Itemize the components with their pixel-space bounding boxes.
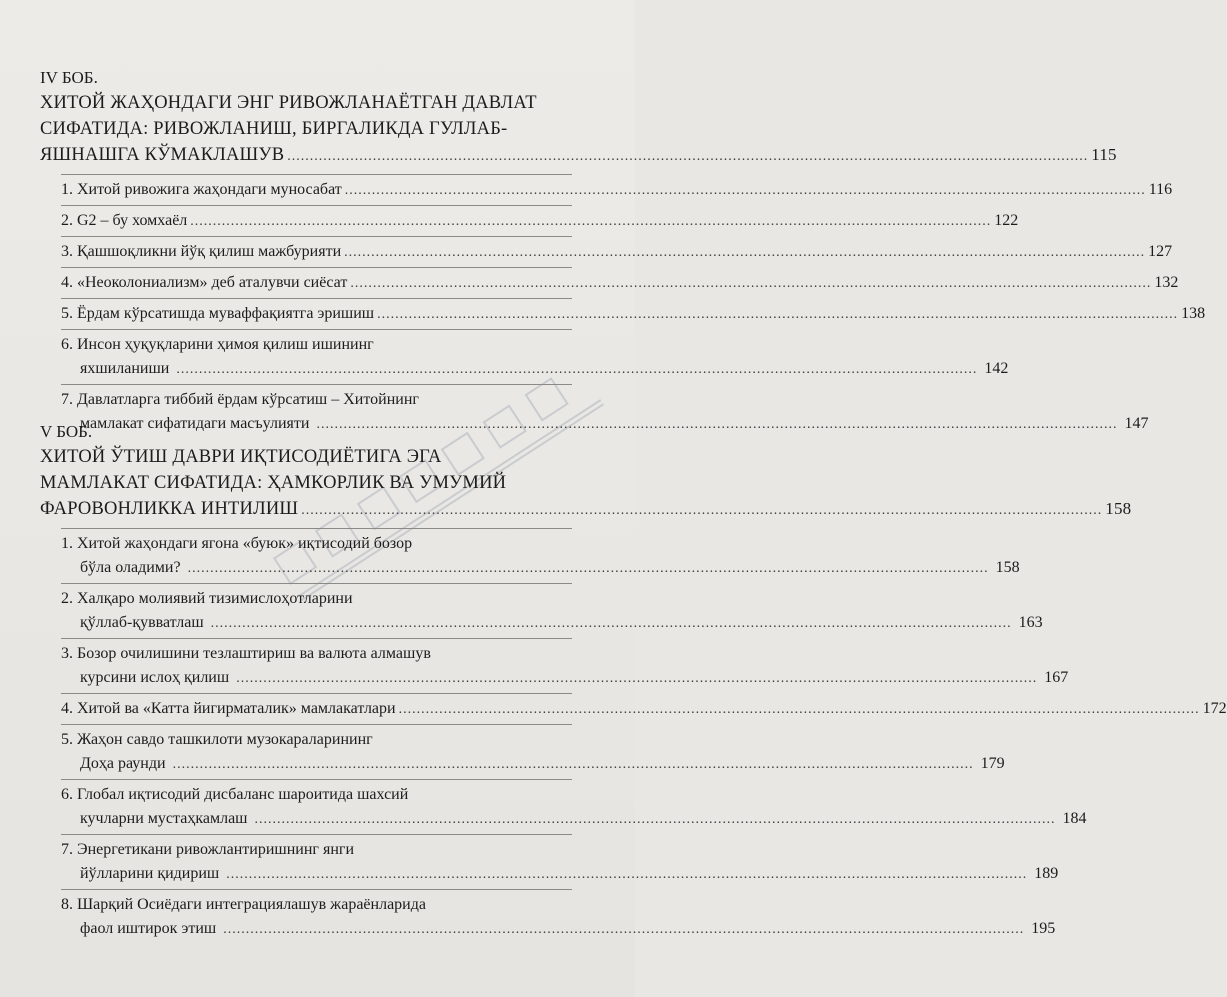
leader-dots bbox=[190, 210, 991, 234]
entry-text: 6. Инсон ҳуқуқларини ҳимоя қилиш ишининг bbox=[61, 336, 374, 353]
toc-entry bbox=[61, 638, 1069, 693]
page-number: 138 bbox=[1181, 305, 1206, 322]
toc-entry bbox=[61, 174, 1173, 205]
entry-text-continued: қўллаб-қувватлаш bbox=[80, 614, 204, 631]
entry-text: 7. Давлатларга тиббий ёрдам кўрсатиш – Хитойнинг bbox=[61, 391, 419, 408]
entry-text-continued: Доҳа раунди bbox=[80, 755, 166, 772]
entry-text: 7. Энергетикани ривожлантиришнинг янги bbox=[61, 841, 355, 858]
page-number: 122 bbox=[994, 212, 1019, 229]
toc-entry-line bbox=[61, 666, 1069, 691]
page-number: 167 bbox=[1044, 669, 1069, 686]
chapter-4 bbox=[0, 66, 1206, 439]
page-number: 195 bbox=[1031, 920, 1056, 937]
entry-text: 4. Хитой ва «Катта йигирматалик» мамлакатлари bbox=[61, 700, 396, 717]
page-number: 179 bbox=[980, 755, 1005, 772]
toc-entry bbox=[61, 834, 1059, 889]
entry-text: 8. Шарқий Осиёдаги интеграциялашув жараёнларида bbox=[61, 896, 426, 913]
leader-dots bbox=[254, 812, 1055, 827]
toc-entry-line bbox=[61, 807, 1087, 832]
entry-text-continued: йўлларини қидириш bbox=[80, 865, 220, 882]
page-number: 184 bbox=[1062, 810, 1087, 827]
toc-entry bbox=[61, 693, 1227, 724]
chapter-title-line: МАМЛАКАТ СИФАТИДА: ҲАМКОРЛИК ВА УМУМИЙ bbox=[40, 473, 507, 493]
toc-entry-line bbox=[61, 209, 1019, 234]
entry-text: 2. G2 – бу хомхаёл bbox=[61, 212, 188, 229]
toc-entry bbox=[61, 779, 1087, 834]
entry-text: 2. Халқаро молиявий тизимислоҳотларини bbox=[61, 590, 353, 607]
toc-entry-line bbox=[61, 271, 1179, 296]
entry-text: 1. Хитой ривожига жаҳондаги муносабат bbox=[61, 181, 342, 198]
toc-entry bbox=[61, 528, 1020, 583]
leader-dots bbox=[350, 272, 1151, 296]
chapter-title-line: ФАРОВОНЛИККА ИНТИЛИШ bbox=[40, 499, 299, 519]
toc-entry-line bbox=[61, 697, 1227, 722]
chapter-label: IV БОБ. bbox=[40, 68, 98, 87]
page-number: 127 bbox=[1148, 243, 1173, 260]
entry-text: 4. «Неоколониализм» деб аталувчи сиёсат bbox=[61, 274, 348, 291]
leader-dots bbox=[345, 179, 1146, 203]
entry-text: 5. Ёрдам кўрсатишда муваффақиятга эришиш bbox=[61, 305, 375, 322]
page-number: 116 bbox=[1148, 181, 1173, 198]
toc-entry bbox=[61, 583, 1043, 638]
chapter-title-line: ХИТОЙ ЎТИШ ДАВРИ ИҚТИСОДИЁТИГА ЭГА bbox=[40, 447, 442, 467]
toc-entry-line bbox=[61, 240, 1173, 265]
toc-entry bbox=[61, 267, 1179, 298]
page-number: 172 bbox=[1202, 700, 1227, 717]
page-number: 147 bbox=[1124, 415, 1149, 432]
entry-text-continued: бўла оладими? bbox=[80, 559, 181, 576]
leader-dots bbox=[188, 561, 989, 576]
toc-entry bbox=[61, 329, 1009, 384]
leader-dots bbox=[287, 144, 1088, 170]
entry-text: 3. Бозор очилишини тезлаштириш ва валюта алмашув bbox=[61, 645, 431, 662]
leader-dots bbox=[301, 498, 1102, 524]
toc-entry bbox=[61, 724, 1005, 779]
chapter-title-last-line bbox=[40, 496, 1132, 522]
leader-dots bbox=[226, 867, 1027, 882]
leader-dots bbox=[176, 362, 977, 377]
page-number: 132 bbox=[1154, 274, 1179, 291]
chapter-title bbox=[40, 444, 1132, 522]
toc-entry bbox=[61, 236, 1173, 267]
page-number: 158 bbox=[995, 559, 1020, 576]
page-number: 142 bbox=[984, 360, 1009, 377]
toc-entry-line bbox=[61, 178, 1173, 203]
entry-text: 1. Хитой жаҳондаги ягона «буюк» иқтисодий бозор bbox=[61, 535, 413, 552]
toc-entry-line bbox=[61, 302, 1206, 327]
chapter-title-last-line bbox=[40, 142, 1117, 168]
leader-dots bbox=[236, 671, 1037, 686]
entry-text: 5. Жаҳон савдо ташкилоти музокараларининг bbox=[61, 731, 373, 748]
entry-text-continued: кучларни мустаҳкамлаш bbox=[80, 810, 248, 827]
toc-entry-line bbox=[61, 611, 1043, 636]
section-list bbox=[61, 528, 1227, 944]
chapter-title bbox=[40, 90, 1117, 168]
leader-dots bbox=[399, 698, 1200, 722]
page-number: 115 bbox=[1091, 145, 1117, 164]
page-number: 189 bbox=[1034, 865, 1059, 882]
toc-entry-line bbox=[61, 357, 1009, 382]
toc-entry-line bbox=[61, 917, 1056, 942]
page-number: 158 bbox=[1105, 499, 1132, 518]
page-number: 163 bbox=[1018, 614, 1043, 631]
toc-entry-line bbox=[61, 556, 1020, 581]
entry-text: 6. Глобал иқтисодий дисбаланс шароитида шахсий bbox=[61, 786, 409, 803]
entry-text-continued: фаол иштирок этиш bbox=[80, 920, 217, 937]
chapter-label: V БОБ. bbox=[40, 422, 93, 441]
entry-text: 3. Қашшоқликни йўқ қилиш мажбурияти bbox=[61, 243, 342, 260]
toc-entry bbox=[61, 889, 1056, 944]
section-list bbox=[61, 174, 1206, 439]
entry-text-continued: мамлакат сифатидаги масъулияти bbox=[80, 415, 310, 432]
toc-entry bbox=[61, 298, 1206, 329]
chapter-title-line: ХИТОЙ ЖАҲОНДАГИ ЭНГ РИВОЖЛАНАЁТГАН ДАВЛАТ bbox=[40, 93, 537, 113]
leader-dots bbox=[344, 241, 1145, 265]
toc-entry bbox=[61, 205, 1019, 236]
toc-entry-line bbox=[61, 862, 1059, 887]
entry-text-continued: курсини ислоҳ қилиш bbox=[80, 669, 230, 686]
leader-dots bbox=[223, 922, 1024, 937]
entry-text-continued: яхшиланиши bbox=[80, 360, 170, 377]
leader-dots bbox=[377, 303, 1178, 327]
toc-entry-line bbox=[61, 752, 1005, 777]
chapter-title-line: ЯШНАШГА КЎМАКЛАШУВ bbox=[40, 145, 285, 165]
leader-dots bbox=[211, 616, 1012, 631]
chapter-title-line: СИФАТИДА: РИВОЖЛАНИШ, БИРГАЛИКДА ГУЛЛАБ- bbox=[40, 119, 508, 139]
leader-dots bbox=[173, 757, 974, 772]
